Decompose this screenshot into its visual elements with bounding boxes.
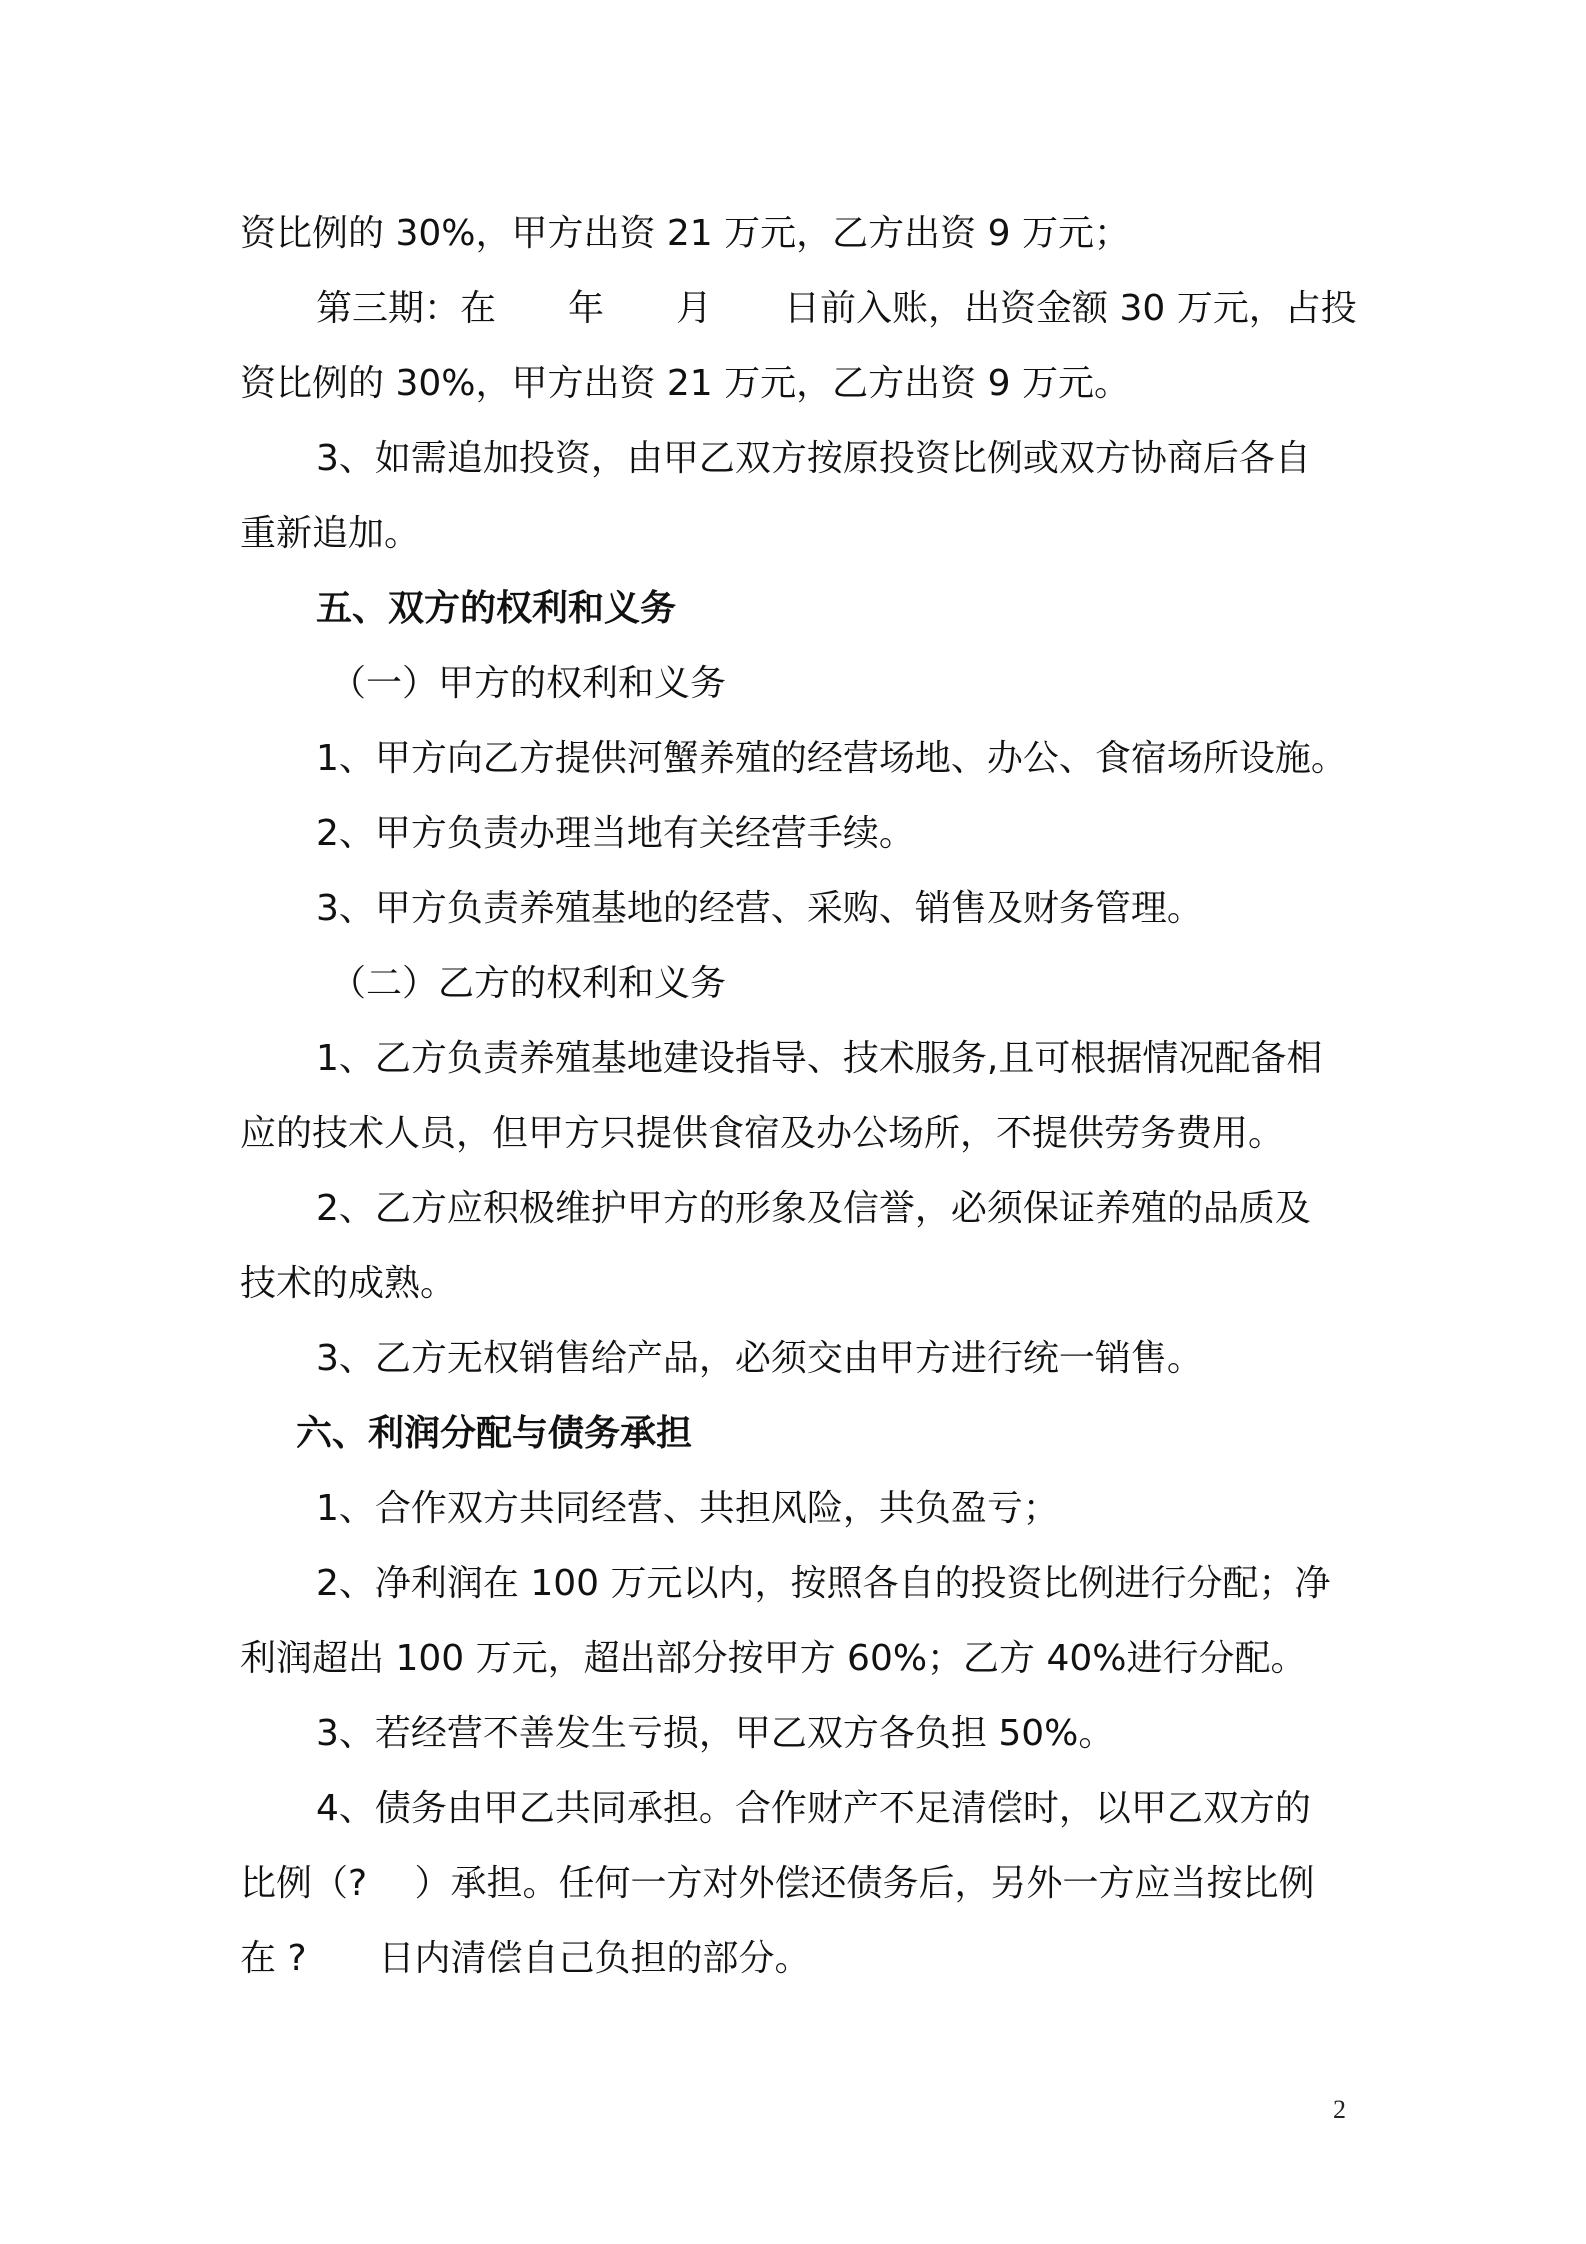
text-line: 资比例的 30%，甲方出资 21 万元，乙方出资 9 万元；	[240, 213, 1130, 254]
text-line: 2、净利润在 100 万元以内，按照各自的投资比例进行分配；净	[316, 1563, 1331, 1604]
text-line: 3、如需追加投资，由甲乙双方按原投资比例或双方协商后各自	[316, 438, 1311, 479]
section-heading: 五、双方的权利和义务	[316, 588, 677, 629]
text-line: 3、甲方负责养殖基地的经营、采购、销售及财务管理。	[316, 888, 1203, 929]
text-line: 1、合作双方共同经营、共担风险，共负盈亏；	[316, 1488, 1059, 1529]
text-line: 在 ? 日内清偿自己负担的部分。	[240, 1938, 811, 1979]
text-line: （一）甲方的权利和义务	[330, 663, 727, 704]
text-line: 1、甲方向乙方提供河蟹养殖的经营场地、办公、食宿场所设施。	[316, 738, 1347, 779]
page-number: 2	[1333, 2095, 1346, 2124]
text-line: 应的技术人员，但甲方只提供食宿及办公场所，不提供劳务费用。	[240, 1113, 1285, 1154]
text-line: 3、若经营不善发生亏损，甲乙双方各负担 50%。	[316, 1713, 1115, 1754]
text-line: 4、债务由甲乙共同承担。合作财产不足清偿时，以甲乙双方的	[316, 1788, 1311, 1829]
text-line: 2、乙方应积极维护甲方的形象及信誉，必须保证养殖的品质及	[316, 1188, 1311, 1229]
text-line: 第三期：在 年 月 日前入账，出资金额 30 万元，占投	[316, 288, 1357, 329]
text-line: （二）乙方的权利和义务	[330, 963, 727, 1004]
text-line: 2、甲方负责办理当地有关经营手续。	[316, 813, 915, 854]
text-line: 技术的成熟。	[240, 1263, 457, 1304]
text-line: 3、乙方无权销售给产品，必须交由甲方进行统一销售。	[316, 1338, 1203, 1379]
document-body	[240, 196, 1355, 1996]
text-line: 重新追加。	[240, 513, 421, 554]
text-line: 资比例的 30%，甲方出资 21 万元，乙方出资 9 万元。	[240, 363, 1130, 404]
text-line: 比例（? ）承担。任何一方对外偿还债务后，另外一方应当按比例	[240, 1863, 1315, 1904]
section-heading: 六、利润分配与债务承担	[296, 1413, 693, 1454]
text-line: 利润超出 100 万元，超出部分按甲方 60%；乙方 40%进行分配。	[240, 1638, 1307, 1679]
text-line: 1、乙方负责养殖基地建设指导、技术服务,且可根据情况配备相	[316, 1038, 1323, 1079]
